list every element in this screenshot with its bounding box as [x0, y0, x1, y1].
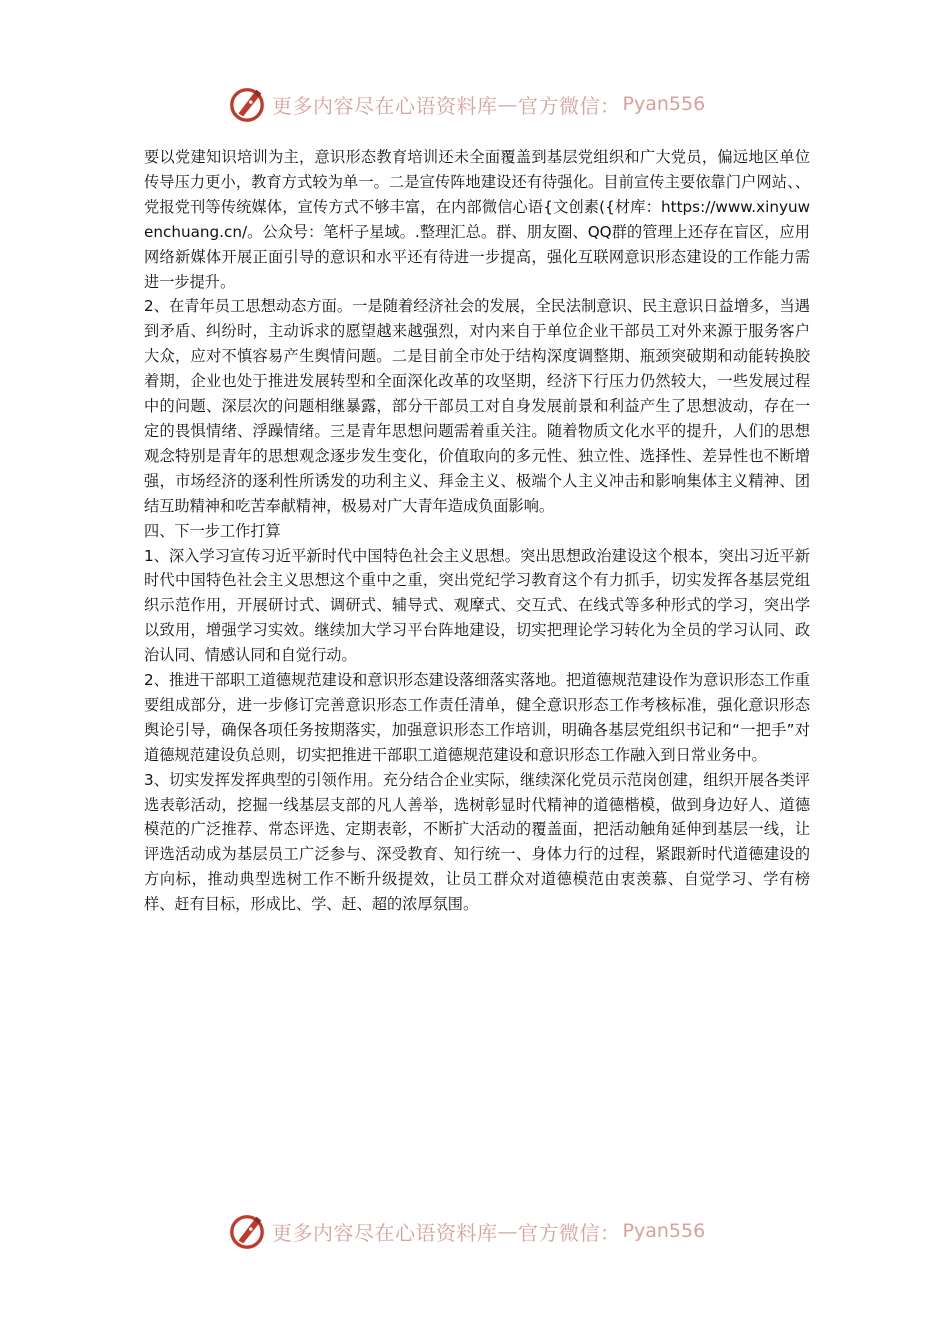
- watermark-separator: —: [497, 92, 518, 116]
- watermark-brand: 更多内容尽在心语资料库: [272, 1220, 498, 1245]
- pen-nib-circle-icon: [228, 1212, 266, 1250]
- paragraph-role-models: 3、切实发挥发挥典型的引领作用。充分结合企业实际，继续深化党员示范岗创建，组织开展各类评选表彰活动，挖掘一线基层支部的凡人善举，选树彰显时代精神的道德楷模，做到身边好人、道德模范的广泛推荐、常态评选、定期表彰，不断扩大活动的覆盖面，把活动触角延伸到基层一线，让评选活动成为基层员工广泛参与、深受教育、知行统一、身体力行的过程，紧跟新时代道德建设的方向标，推动典型选树工作不断升级提效，让员工群众对道德模范由衷羡慕、自觉学习、学有榜样、赶有目标，形成比、学、赶、超的浓厚氛围。: [144, 770, 810, 914]
- paragraph-moral-standards: 2、推进干部职工道德规范建设和意识形态建设落细落实落地。把道德规范建设作为意识形态工作重要组成部分，进一步修订完善意识形态工作责任清单，健全意识形态工作考核标准，强化意识形态舆论引导，确保各项任务按期落实，加强意识形态工作培训，明确各基层党组织书记和“一把手”对道德规范建设负总则，切实把推进干部职工道德规范建设和意识形态工作融入到日常业务中。: [144, 671, 810, 764]
- pen-nib-circle-icon: [228, 85, 266, 123]
- paragraph-study-thought: 1、深入学习宣传习近平新时代中国特色社会主义思想。突出思想政治建设这个根本，突出习近平新时代中国特色社会主义思想这个重中之重，突出党纪学习教育这个有力抓手，切实发挥各基层党组织示范作用，开展研讨式、调研式、辅导式、观摩式、交互式、在线式等多种形式的学习，突出学以致用，增强学习实效。继续加大学习平台阵地建设，切实把理论学习转化为全员的学习认同、政治认同、情感认同和自觉行动。: [144, 546, 810, 665]
- paragraph-propaganda-issues: 要以党建知识培训为主，意识形态教育培训还未全面覆盖到基层党组织和广大党员，偏远地区单位传导压力更小，教育方式较为单一。二是宣传阵地建设还有待强化。目前宣传主要依靠门户网站、、党报党刊等传统媒体，宣传方式不够丰富，在内部微信心语{文创素({材库：https://www.xinyuwenchuang.cn/。公众号：笔杆子星域。.整理汇总。群、朋友圈、QQ群的管理上还存在盲区，应用网络新媒体开展正面引导的意识和水平还有待进一步提高，强化互联网意识形态建设的工作能力需进一步提升。: [144, 148, 810, 291]
- watermark-brand: 更多内容尽在心语资料库: [272, 93, 498, 118]
- watermark-separator: —: [497, 1219, 518, 1243]
- watermark-contact-label: 官方微信：: [518, 1220, 621, 1245]
- watermark-wechat-id: Pyan556: [622, 93, 706, 115]
- footer-watermark: [228, 1211, 705, 1251]
- header-watermark: [228, 84, 705, 124]
- paragraph-youth-thoughts: 2、在青年员工思想动态方面。一是随着经济社会的发展，全民法制意识、民主意识日益增多，当遇到矛盾、纠纷时，主动诉求的愿望越来越强烈，对内来自于单位企业干部员工对外来源于服务客户大众，应对不慎容易产生舆情问题。二是目前全市处于结构深度调整期、瓶颈突破期和动能转换胶着期，企业也处于推进发展转型和全面深化改革的攻坚期，经济下行压力仍然较大，一些发展过程中的问题、深层次的问题相继暴露，部分干部员工对自身发展前景和利益产生了思想波动，存在一定的畏惧情绪、浮躁情绪。三是青年思想问题需着重关注。随着物质文化水平的提升，人们的思想观念特别是青年的思想观念逐步发生变化，价值取向的多元性、独立性、选择性、差异性也不断增强，市场经济的逐利性所诱发的功利主义、拜金主义、极端个人主义冲击和影响集体主义精神、团结互助精神和吃苦奉献精神，极易对广大青年造成负面影响。: [144, 297, 810, 515]
- watermark-wechat-id: Pyan556: [622, 1220, 706, 1242]
- watermark-contact-label: 官方微信：: [518, 93, 621, 118]
- section-heading-next-steps: 四、下一步工作打算: [144, 521, 281, 540]
- document-body: [144, 145, 810, 917]
